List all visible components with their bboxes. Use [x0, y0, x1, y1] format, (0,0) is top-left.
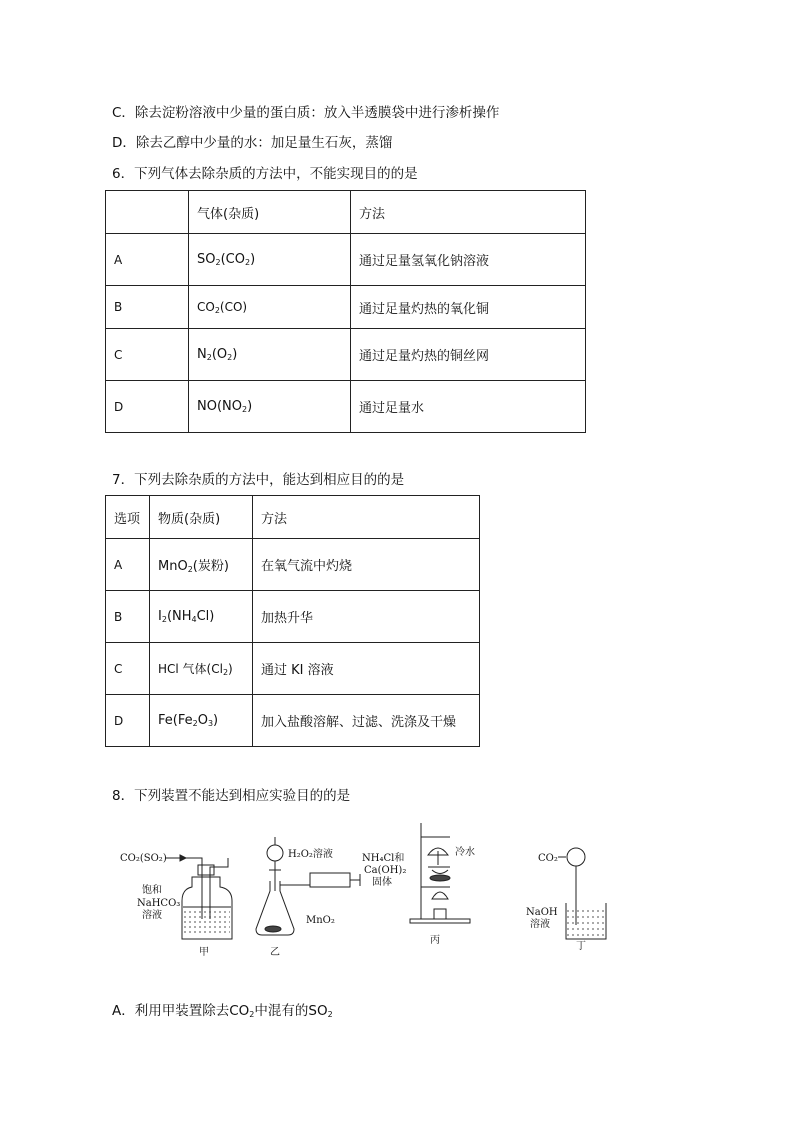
method-cell: 通过 KI 溶液: [253, 643, 480, 695]
gas-cell: $N_2(O_2)$: [189, 329, 351, 381]
header-cell: 方法: [253, 496, 480, 539]
method-cell: 通过足量氢氧化钠溶液: [351, 234, 586, 286]
jia-caption: 甲: [199, 947, 209, 958]
jia-solution-line1: 饱和: [142, 885, 162, 896]
method-cell: 通过足量灼热的氧化铜: [351, 286, 586, 329]
question-6-stem: 6．下列气体去除杂质的方法中，不能实现目的的是: [112, 166, 418, 182]
option-label: A: [106, 234, 189, 286]
header-cell: 物质(杂质): [150, 496, 253, 539]
apparatus-jia: [120, 853, 232, 958]
substance-cell: MnO$_2$(炭粉): [150, 539, 253, 591]
answer-a-text: A．利用甲装置除去$CO_2$中混有的$SO_2$: [112, 1003, 333, 1019]
table-row: [106, 329, 586, 381]
apparatus-figure: [110, 815, 630, 965]
yi-caption: 乙: [270, 947, 280, 958]
jia-solution-line3: 溶液: [142, 910, 162, 921]
method-cell: 加热升华: [253, 591, 480, 643]
gas-cell: $SO_2(CO_2)$: [189, 234, 351, 286]
bing-reagent-line1: NH₄Cl和: [362, 853, 405, 864]
table-row: [106, 381, 586, 433]
substance-cell: $Fe(Fe_2O_3)$: [150, 695, 253, 747]
ding-gas-label: CO₂: [538, 853, 558, 864]
question-6-table: [105, 190, 586, 433]
jia-solution-line2: NaHCO₃: [137, 898, 181, 909]
table-row: [106, 234, 586, 286]
bing-water-label: 冷水: [455, 847, 475, 858]
method-cell: 通过足量水: [351, 381, 586, 433]
gas-cell: $CO_2(CO)$: [189, 286, 351, 329]
table-row: [106, 591, 480, 643]
option-label: C: [106, 643, 150, 695]
bing-reagent-line3: 固体: [372, 877, 392, 888]
header-cell: [106, 191, 189, 234]
header-cell: 方法: [351, 191, 586, 234]
table-row: [106, 286, 586, 329]
gas-cell: $NO(NO_2)$: [189, 381, 351, 433]
bing-caption: 丙: [430, 935, 440, 946]
ding-solution-line2: 溶液: [530, 919, 550, 930]
option-d-text: D．除去乙醇中少量的水：加足量生石灰，蒸馏: [112, 135, 393, 151]
substance-cell: $I_2(NH_4Cl)$: [150, 591, 253, 643]
ding-caption: 丁: [576, 941, 586, 952]
method-cell: 在氧气流中灼烧: [253, 539, 480, 591]
jia-gas-label: CO₂(SO₂): [120, 853, 167, 864]
table-header-row: [106, 191, 586, 234]
header-cell: 气体(杂质): [189, 191, 351, 234]
option-label: D: [106, 695, 150, 747]
apparatus-yi: [256, 837, 360, 958]
question-8-stem: 8．下列装置不能达到相应实验目的的是: [112, 788, 351, 804]
option-c-text: C．除去淀粉溶液中少量的蛋白质：放入半透膜袋中进行渗析操作: [112, 105, 500, 121]
header-cell: 选项: [106, 496, 150, 539]
table-row: [106, 539, 480, 591]
yi-reagent-label: H₂O₂溶液: [288, 849, 333, 860]
method-cell: 加入盐酸溶解、过滤、洗涤及干燥: [253, 695, 480, 747]
apparatus-ding: [526, 848, 606, 952]
bing-reagent-line2: Ca(OH)₂: [364, 865, 407, 876]
arrow-head-icon: [180, 855, 186, 861]
ding-solution-line1: NaOH: [526, 907, 558, 918]
table-row: [106, 643, 480, 695]
option-label: B: [106, 591, 150, 643]
option-label: D: [106, 381, 189, 433]
option-label: A: [106, 539, 150, 591]
table-row: [106, 695, 480, 747]
substance-cell: HCl 气体$(Cl_2)$: [150, 643, 253, 695]
question-7-table: [105, 495, 480, 747]
option-label: C: [106, 329, 189, 381]
table-header-row: [106, 496, 480, 539]
question-7-stem: 7．下列去除杂质的方法中，能达到相应目的的是: [112, 472, 405, 488]
yi-solid-label: MnO₂: [306, 915, 335, 926]
apparatus-bing: [362, 823, 475, 946]
method-cell: 通过足量灼热的铜丝网: [351, 329, 586, 381]
option-label: B: [106, 286, 189, 329]
